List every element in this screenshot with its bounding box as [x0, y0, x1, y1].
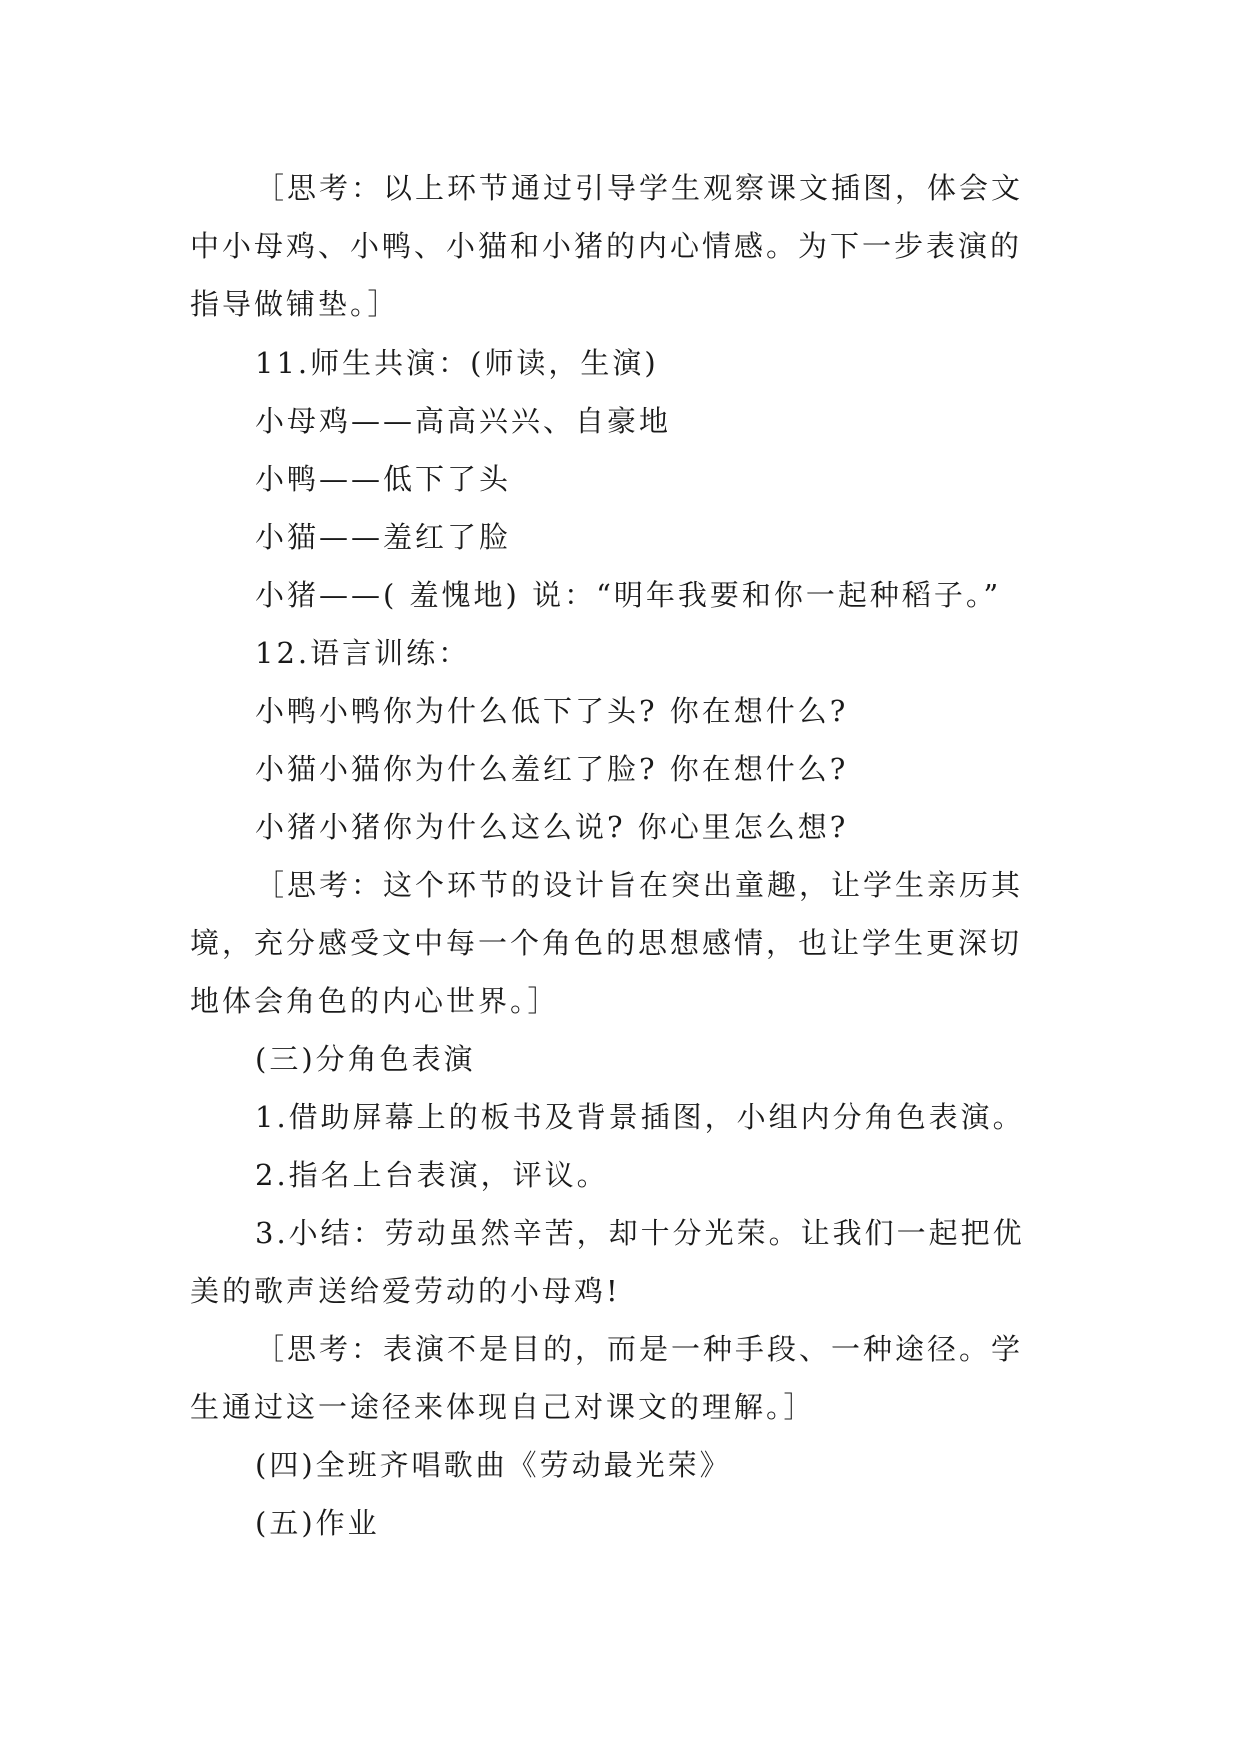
reflection-3-line-1: ［思考：表演不是目的，而是一种手段、一种途径。学 [255, 1332, 1024, 1366]
section-5-heading: (五)作业 [255, 1506, 380, 1540]
question-duck: 小鸭小鸭你为什么低下了头? 你在想什么? [255, 694, 849, 728]
role-cat-line: 小猫——羞红了脸 [255, 520, 512, 554]
section-3-heading: (三)分角色表演 [255, 1042, 476, 1076]
reflection-2-line-3: 地体会角色的内心世界。］ [190, 984, 560, 1018]
reflection-1-line-3: 指导做铺垫。］ [190, 287, 400, 321]
section-3-item-1: 1.借助屏幕上的板书及背景插图，小组内分角色表演。 [255, 1100, 1025, 1134]
reflection-2-line-1: ［思考：这个环节的设计旨在突出童趣，让学生亲历其 [255, 868, 1024, 902]
reflection-1-line-1: ［思考：以上环节通过引导学生观察课文插图，体会文 [255, 171, 1024, 205]
section-4-heading: (四)全班齐唱歌曲《劳动最光荣》 [255, 1448, 732, 1482]
step-12-heading: 12.语言训练： [255, 636, 471, 670]
role-duck-line: 小鸭——低下了头 [255, 462, 512, 496]
reflection-2-line-2: 境，充分感受文中每一个角色的思想感情，也让学生更深切 [190, 926, 1023, 960]
role-pig-line: 小猪——( 羞愧地) 说：“明年我要和你一起种稻子。” [255, 578, 1002, 612]
section-3-item-2: 2.指名上台表演，评议。 [255, 1158, 609, 1192]
question-pig: 小猪小猪你为什么这么说? 你心里怎么想? [255, 810, 849, 844]
role-hen-line: 小母鸡——高高兴兴、自豪地 [255, 404, 672, 438]
section-3-item-3-line-2: 美的歌声送给爱劳动的小母鸡! [190, 1274, 621, 1308]
reflection-3-line-2: 生通过这一途径来体现自己对课文的理解。］ [190, 1390, 816, 1424]
step-11-heading: 11.师生共演：(师读，生演) [255, 346, 659, 380]
section-3-item-3-line-1: 3.小结：劳动虽然辛苦，却十分光荣。让我们一起把优 [255, 1216, 1025, 1250]
question-cat: 小猫小猫你为什么羞红了脸? 你在想什么? [255, 752, 849, 786]
reflection-1-line-2: 中小母鸡、小鸭、小猫和小猪的内心情感。为下一步表演的 [190, 229, 1023, 263]
